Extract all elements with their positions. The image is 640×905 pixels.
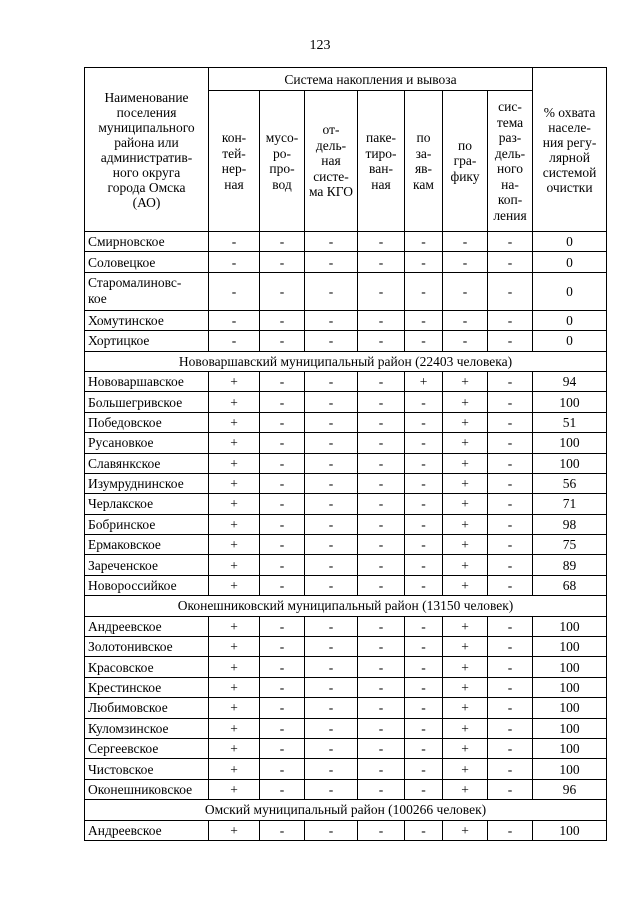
system-group-header: Система накопления и вывоза xyxy=(209,68,533,91)
method-cell: - xyxy=(305,371,358,391)
coverage-percent-cell: 0 xyxy=(533,331,607,351)
method-cell: - xyxy=(209,272,260,310)
settlement-name: Крестинское xyxy=(85,677,209,697)
settlement-name: Нововаршавское xyxy=(85,371,209,391)
method-cell: + xyxy=(443,514,488,534)
settlement-name: Андреевское xyxy=(85,820,209,840)
method-cell: - xyxy=(405,331,443,351)
method-cell: - xyxy=(488,412,533,432)
method-cell: - xyxy=(488,637,533,657)
method-cell: - xyxy=(305,575,358,595)
method-cell: - xyxy=(488,555,533,575)
method-cell: + xyxy=(209,718,260,738)
table-row xyxy=(85,494,607,514)
coverage-percent-cell: 100 xyxy=(533,738,607,758)
method-cell: - xyxy=(488,698,533,718)
coverage-percent-cell: 100 xyxy=(533,698,607,718)
method-cell: - xyxy=(305,779,358,799)
method-cell: - xyxy=(488,759,533,779)
settlement-name: Чистовское xyxy=(85,759,209,779)
method-cell: + xyxy=(209,555,260,575)
method-cell: - xyxy=(405,677,443,697)
method-cell: - xyxy=(488,657,533,677)
method-cell: - xyxy=(260,514,305,534)
settlement-name: Андреевское xyxy=(85,616,209,636)
method-cell: - xyxy=(405,514,443,534)
coverage-percent-cell: 100 xyxy=(533,820,607,840)
table-header xyxy=(85,68,607,232)
settlement-name: Новороссийкое xyxy=(85,575,209,595)
method-cell: - xyxy=(405,820,443,840)
method-cell: - xyxy=(305,392,358,412)
page-number: 123 xyxy=(309,38,331,53)
method-cell: + xyxy=(443,371,488,391)
section-header-row xyxy=(85,596,607,616)
method-cell: - xyxy=(488,820,533,840)
method-cell: - xyxy=(260,331,305,351)
method-cell: - xyxy=(488,779,533,799)
method-cell: - xyxy=(305,759,358,779)
method-cell: - xyxy=(260,473,305,493)
table-row xyxy=(85,616,607,636)
method-cell: - xyxy=(260,738,305,758)
method-cell: - xyxy=(405,310,443,330)
method-cell: - xyxy=(405,555,443,575)
method-cell: + xyxy=(443,555,488,575)
method-cell: + xyxy=(209,535,260,555)
table-row xyxy=(85,473,607,493)
table-row xyxy=(85,310,607,330)
coverage-percent-cell: 75 xyxy=(533,535,607,555)
method-cell: - xyxy=(260,718,305,738)
table-row xyxy=(85,453,607,473)
method-cell: + xyxy=(209,514,260,534)
method-cell: - xyxy=(358,759,405,779)
method-cell: - xyxy=(358,232,405,252)
method-cell: + xyxy=(405,371,443,391)
method-cell: - xyxy=(358,331,405,351)
coverage-percent-cell: 100 xyxy=(533,637,607,657)
method-cell: - xyxy=(305,616,358,636)
method-cell: - xyxy=(305,232,358,252)
method-cell: - xyxy=(209,252,260,272)
method-cell: + xyxy=(443,473,488,493)
method-cell: - xyxy=(443,272,488,310)
method-cell: + xyxy=(209,412,260,432)
method-cell: + xyxy=(209,657,260,677)
method-cell: - xyxy=(305,331,358,351)
method-cell: - xyxy=(260,232,305,252)
coverage-percent-cell: 0 xyxy=(533,272,607,310)
coverage-percent-cell: 68 xyxy=(533,575,607,595)
method-cell: - xyxy=(358,272,405,310)
method-cell: - xyxy=(488,371,533,391)
method-cell: - xyxy=(260,657,305,677)
method-cell: - xyxy=(358,371,405,391)
method-cell: + xyxy=(443,494,488,514)
method-cell: - xyxy=(443,331,488,351)
settlement-name-header: Наименование поселения муниципального района или административ- ного округа города Омска (АО) xyxy=(85,68,209,232)
method-cell: + xyxy=(209,616,260,636)
method-cell: - xyxy=(358,616,405,636)
method-cell: - xyxy=(305,677,358,697)
method-cell: - xyxy=(405,637,443,657)
method-cell: - xyxy=(358,698,405,718)
district-title: Нововаршавский муниципальный район (22403 человека) xyxy=(85,351,607,371)
table-row xyxy=(85,698,607,718)
settlement-name: Соловецкое xyxy=(85,252,209,272)
settlement-name: Русановкое xyxy=(85,433,209,453)
method-cell: - xyxy=(488,392,533,412)
table-row xyxy=(85,433,607,453)
method-cell: + xyxy=(443,759,488,779)
method-cell: - xyxy=(305,272,358,310)
method-cell: - xyxy=(358,738,405,758)
method-cell: + xyxy=(209,494,260,514)
method-cell: - xyxy=(305,252,358,272)
method-cell: - xyxy=(488,738,533,758)
method-cell: - xyxy=(405,272,443,310)
method-cell: - xyxy=(405,738,443,758)
method-cell: - xyxy=(443,232,488,252)
method-cell: - xyxy=(358,677,405,697)
method-cell: + xyxy=(443,637,488,657)
method-cell: - xyxy=(488,575,533,595)
method-cell: + xyxy=(443,718,488,738)
table-row xyxy=(85,738,607,758)
method-cell: - xyxy=(358,473,405,493)
table-row xyxy=(85,677,607,697)
method-cell: - xyxy=(358,637,405,657)
method-cell: - xyxy=(260,453,305,473)
settlement-name: Оконешниковское xyxy=(85,779,209,799)
method-cell: - xyxy=(260,616,305,636)
method-cell: - xyxy=(488,514,533,534)
method-cell: + xyxy=(209,820,260,840)
coverage-percent-cell: 0 xyxy=(533,310,607,330)
district-title: Омский муниципальный район (100266 человек) xyxy=(85,800,607,820)
method-cell: - xyxy=(358,310,405,330)
table-row xyxy=(85,252,607,272)
method-cell: - xyxy=(405,412,443,432)
method-column-header: от- дель- ная систе- ма КГО xyxy=(305,91,358,232)
table-row xyxy=(85,331,607,351)
method-column-header: по гра- фику xyxy=(443,91,488,232)
table-row xyxy=(85,272,607,310)
method-cell: + xyxy=(443,698,488,718)
method-cell: - xyxy=(305,555,358,575)
method-cell: - xyxy=(488,718,533,738)
settlement-name: Зареченское xyxy=(85,555,209,575)
method-cell: - xyxy=(305,494,358,514)
method-cell: - xyxy=(488,331,533,351)
method-cell: - xyxy=(260,759,305,779)
method-cell: + xyxy=(209,779,260,799)
method-cell: + xyxy=(443,820,488,840)
method-cell: - xyxy=(405,779,443,799)
coverage-percent-cell: 0 xyxy=(533,252,607,272)
settlement-name: Хомутинское xyxy=(85,310,209,330)
settlement-name: Сергеевское xyxy=(85,738,209,758)
method-cell: - xyxy=(305,310,358,330)
coverage-percent-cell: 96 xyxy=(533,779,607,799)
method-cell: + xyxy=(209,637,260,657)
method-cell: - xyxy=(358,820,405,840)
method-cell: + xyxy=(443,535,488,555)
method-cell: - xyxy=(358,575,405,595)
method-cell: + xyxy=(443,453,488,473)
method-cell: + xyxy=(209,677,260,697)
method-cell: - xyxy=(488,473,533,493)
method-cell: - xyxy=(260,779,305,799)
settlement-name: Смирновское xyxy=(85,232,209,252)
coverage-percent-cell: 100 xyxy=(533,759,607,779)
method-cell: - xyxy=(260,535,305,555)
method-cell: - xyxy=(358,412,405,432)
method-cell: - xyxy=(488,616,533,636)
method-cell: - xyxy=(358,718,405,738)
coverage-percent-cell: 56 xyxy=(533,473,607,493)
method-cell: - xyxy=(358,657,405,677)
coverage-percent-cell: 100 xyxy=(533,392,607,412)
table-row xyxy=(85,514,607,534)
method-cell: - xyxy=(305,535,358,555)
table-row xyxy=(85,820,607,840)
method-cell: + xyxy=(209,392,260,412)
method-cell: + xyxy=(209,738,260,758)
method-cell: + xyxy=(209,453,260,473)
method-cell: + xyxy=(443,677,488,697)
method-cell: - xyxy=(488,535,533,555)
method-column-header: сис- тема раз- дель- ного на- коп- ления xyxy=(488,91,533,232)
settlement-name: Старомалиновс- кое xyxy=(85,272,209,310)
method-cell: + xyxy=(443,433,488,453)
method-cell: - xyxy=(488,232,533,252)
method-cell: + xyxy=(209,575,260,595)
method-cell: - xyxy=(260,272,305,310)
method-cell: - xyxy=(305,453,358,473)
method-cell: - xyxy=(260,252,305,272)
method-cell: - xyxy=(405,718,443,738)
method-cell: - xyxy=(260,575,305,595)
method-cell: - xyxy=(405,232,443,252)
coverage-percent-cell: 71 xyxy=(533,494,607,514)
method-cell: - xyxy=(405,616,443,636)
method-cell: - xyxy=(405,657,443,677)
method-cell: - xyxy=(260,698,305,718)
table-row xyxy=(85,412,607,432)
method-cell: - xyxy=(443,252,488,272)
method-cell: - xyxy=(209,331,260,351)
method-cell: - xyxy=(488,453,533,473)
method-cell: - xyxy=(358,535,405,555)
settlement-name: Хортицкое xyxy=(85,331,209,351)
method-cell: - xyxy=(488,310,533,330)
table-row xyxy=(85,392,607,412)
method-cell: - xyxy=(305,473,358,493)
waste-system-table xyxy=(84,67,607,841)
method-cell: - xyxy=(305,738,358,758)
section-header-row xyxy=(85,800,607,820)
coverage-percent-cell: 100 xyxy=(533,718,607,738)
method-cell: - xyxy=(405,473,443,493)
settlement-name: Куломзинское xyxy=(85,718,209,738)
table-row xyxy=(85,759,607,779)
section-header-row xyxy=(85,351,607,371)
method-column-header: кон- тей- нер- ная xyxy=(209,91,260,232)
method-cell: - xyxy=(209,310,260,330)
coverage-percent-cell: 94 xyxy=(533,371,607,391)
method-cell: + xyxy=(443,779,488,799)
method-cell: + xyxy=(209,473,260,493)
settlement-name: Любимовское xyxy=(85,698,209,718)
method-column-header: по за- яв- кам xyxy=(405,91,443,232)
method-cell: - xyxy=(305,820,358,840)
method-cell: + xyxy=(209,371,260,391)
coverage-percent-cell: 100 xyxy=(533,677,607,697)
method-cell: - xyxy=(405,535,443,555)
method-cell: - xyxy=(305,698,358,718)
method-cell: - xyxy=(405,575,443,595)
coverage-percent-cell: 89 xyxy=(533,555,607,575)
coverage-percent-cell: 0 xyxy=(533,232,607,252)
method-cell: - xyxy=(358,453,405,473)
coverage-percent-cell: 100 xyxy=(533,657,607,677)
settlement-name: Бобринское xyxy=(85,514,209,534)
method-cell: - xyxy=(260,433,305,453)
method-cell: - xyxy=(358,494,405,514)
method-cell: - xyxy=(358,555,405,575)
method-cell: - xyxy=(405,494,443,514)
method-cell: - xyxy=(260,677,305,697)
method-cell: - xyxy=(488,494,533,514)
method-cell: - xyxy=(305,718,358,738)
method-column-header: мусо- ро- про- вод xyxy=(260,91,305,232)
method-cell: - xyxy=(209,232,260,252)
method-cell: - xyxy=(488,677,533,697)
table-row xyxy=(85,371,607,391)
method-cell: - xyxy=(260,371,305,391)
coverage-percent-header: % охвата населе- ния регу- лярной системой очистки xyxy=(533,68,607,232)
coverage-percent-cell: 98 xyxy=(533,514,607,534)
table-row xyxy=(85,718,607,738)
district-title: Оконешниковский муниципальный район (13150 человек) xyxy=(85,596,607,616)
settlement-name: Большегривское xyxy=(85,392,209,412)
table-row xyxy=(85,535,607,555)
settlement-name: Изумруднинское xyxy=(85,473,209,493)
coverage-percent-cell: 100 xyxy=(533,453,607,473)
method-cell: - xyxy=(488,252,533,272)
method-cell: - xyxy=(260,820,305,840)
settlement-name: Красовское xyxy=(85,657,209,677)
table-row xyxy=(85,637,607,657)
method-cell: - xyxy=(405,433,443,453)
method-cell: - xyxy=(358,779,405,799)
method-cell: + xyxy=(443,392,488,412)
method-cell: - xyxy=(405,759,443,779)
method-cell: - xyxy=(405,453,443,473)
method-cell: - xyxy=(260,310,305,330)
method-cell: - xyxy=(305,433,358,453)
coverage-percent-cell: 51 xyxy=(533,412,607,432)
settlement-name: Ермаковское xyxy=(85,535,209,555)
method-cell: + xyxy=(443,412,488,432)
method-cell: - xyxy=(358,514,405,534)
method-cell: - xyxy=(405,392,443,412)
coverage-percent-cell: 100 xyxy=(533,433,607,453)
table-row xyxy=(85,232,607,252)
method-cell: - xyxy=(305,637,358,657)
table-row xyxy=(85,657,607,677)
method-cell: + xyxy=(443,657,488,677)
method-cell: - xyxy=(260,494,305,514)
method-cell: - xyxy=(405,252,443,272)
method-cell: - xyxy=(260,555,305,575)
settlement-name: Золотонивское xyxy=(85,637,209,657)
method-cell: - xyxy=(305,657,358,677)
method-cell: - xyxy=(260,637,305,657)
method-cell: - xyxy=(443,310,488,330)
table-body xyxy=(85,232,607,841)
settlement-name: Черлакское xyxy=(85,494,209,514)
coverage-percent-cell: 100 xyxy=(533,616,607,636)
method-column-header: паке- тиро- ван- ная xyxy=(358,91,405,232)
method-cell: - xyxy=(488,272,533,310)
method-cell: - xyxy=(305,412,358,432)
settlement-name: Победовское xyxy=(85,412,209,432)
method-cell: - xyxy=(305,514,358,534)
table-row xyxy=(85,575,607,595)
method-cell: + xyxy=(209,759,260,779)
method-cell: + xyxy=(443,616,488,636)
method-cell: - xyxy=(488,433,533,453)
method-cell: + xyxy=(209,698,260,718)
settlement-name: Славянкское xyxy=(85,453,209,473)
method-cell: - xyxy=(358,392,405,412)
method-cell: - xyxy=(358,252,405,272)
table-row xyxy=(85,555,607,575)
method-cell: + xyxy=(443,575,488,595)
method-cell: - xyxy=(260,412,305,432)
table-row xyxy=(85,779,607,799)
method-cell: - xyxy=(405,698,443,718)
method-cell: + xyxy=(443,738,488,758)
method-cell: + xyxy=(209,433,260,453)
method-cell: - xyxy=(260,392,305,412)
method-cell: - xyxy=(358,433,405,453)
